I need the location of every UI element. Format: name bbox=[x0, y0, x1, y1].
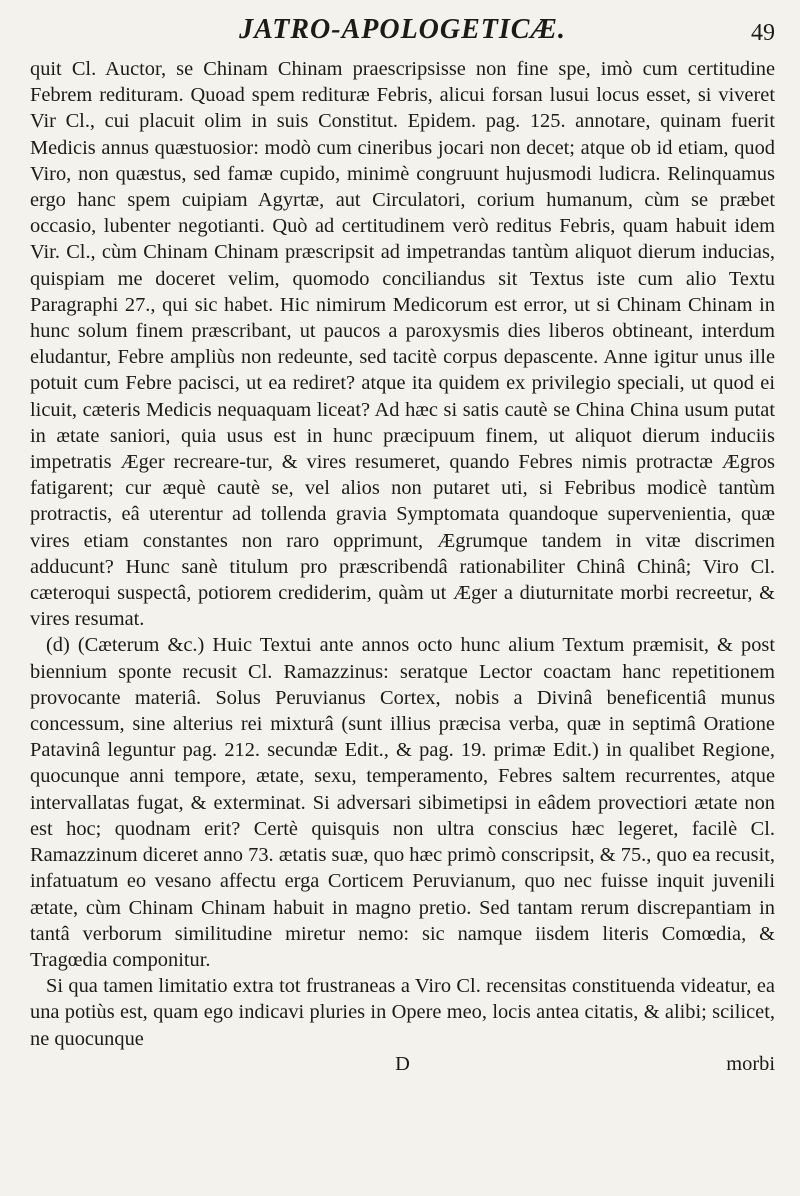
page-number: 49 bbox=[751, 20, 775, 46]
running-title: JATRO-APOLOGETICÆ. bbox=[239, 14, 566, 45]
paragraph-continuation: quit Cl. Auctor, se Chinam Chinam praescripsisse non fine spe, imò cum certitudine Febrem redituram. Quoad spem redituræ Febris, alicui forsan lusui locus esset, si viveret Vir Cl., cui placuit olim in suis Constitut. Epidem. pag. 125. annotare, quinam fuerit Medicis annus quæstuosior: modò cum cineribus jocari non decet; atque ob id etiam, quod Viro, non quæstus, sed famæ cupido, minimè congruunt hujusmodi ludicra. Relinquamus ergo hanc spem cuipiam Agyrtæ, aut Circulatori, corium humanum, cùm se præbet occasio, lubenter negotianti. Quò ad certitudinem verò reditus Febris, quam habuit idem Vir. Cl., cùm Chinam Chinam præscripsit ad impetrandas tantùm aliquot dierum inducias, quispiam me doceret velim, quomodo conciliandus sit Textus iste cum alio Textu Paragraphi 27., qui sic habet. Hic nimirum Medicorum est error, ut si Chinam Chinam in hunc solum finem præscribant, ut paucos a paroxysmis dies liberos obtineant, interdum eludantur, Febre ampliùs non redeunte, sed tacitè corpus depascente. Anne igitur unus ille potuit cum Febre pacisci, ut ea rediret? atque ita quidem ex privilegio speciali, ut quod ei licuit, cæteris Medicis nequaquam liceat? Ad hæc si satis cautè se China China usum putat in ætate saniori, quia usus est in hunc præcipuum finem, ut aliquot dierum induciis impetratis Æger recreare-tur, & vires resumeret, quando Febres nimis protractæ Ægros fatigarent; cur æquè cautè se, vel alios non putaret uti, si Febribus modicè tantùm protractis, eâ uterentur ad tollenda gravia Symptomata quandoque supervenientia, quæ vires etiam constantes non raro opprimunt, Ægrumque tandem in vitæ discrimen adducunt? Hunc sanè titulum pro præscribendâ rationabiliter Chinâ Chinâ; Viro Cl. cæteroqui suspectâ, potiorem crediderim, quàm ut Æger a diuturnitate morbi recreetur, & vires resumat. bbox=[30, 58, 775, 631]
page-header bbox=[30, 8, 775, 56]
page-footer bbox=[30, 1052, 775, 1082]
book-page bbox=[30, 8, 775, 1188]
body-text bbox=[30, 56, 775, 1052]
paragraph-footnote-d: (d) (Cæterum &c.) Huic Textui ante annos octo hunc alium Textum præmisit, & post biennium sponte recusit Cl. Ramazzinus: seratque Lector coactam hanc repetitionem provocante materiâ. Solus Peruvianus Cortex, nobis a Divinâ beneficentiâ munus concessum, sine alterius rei mixturâ (sunt illius præcisa verba, quæ in septimâ Oratione Patavinâ leguntur pag. 212. secundæ Edit., & pag. 19. primæ Edit.) in qualibet Regione, quocunque anni tempore, ætate, sexu, temperamento, Febres saltem recurrentes, atque intervallatas fugat, & exterminat. Si adversari sibimetipsi in eâdem provectiori ætate non est hoc; quodnam erit? Certè quisquis non ultra conscius hæc legeret, facilè Cl. Ramazzinum diceret anno 73. ætatis suæ, quo hæc primò conscripsit, & 75., quo ea recusit, infatuatum eo vesano affectu erga Corticem Peruvianum, quo nec fuisse inquit juvenili ætate, cùm Chinam Chinam habuit in magno pretio. Sed tantam rerum discrepantiam in tantâ verborum similitudine miretur nemo: sic namque iisdem literis Comœdia, & Tragœdia componitur. bbox=[30, 634, 775, 971]
signature-mark: D bbox=[395, 1052, 410, 1075]
paragraph-limitation: Si qua tamen limitatio extra tot frustraneas a Viro Cl. recensitas constituenda videatur, ea una potiùs est, quam ego indicavi pluries in Opere meo, locis antea citatis, & alibi; scilicet, ne quocunque bbox=[30, 975, 775, 1050]
catchword: morbi bbox=[726, 1052, 775, 1075]
